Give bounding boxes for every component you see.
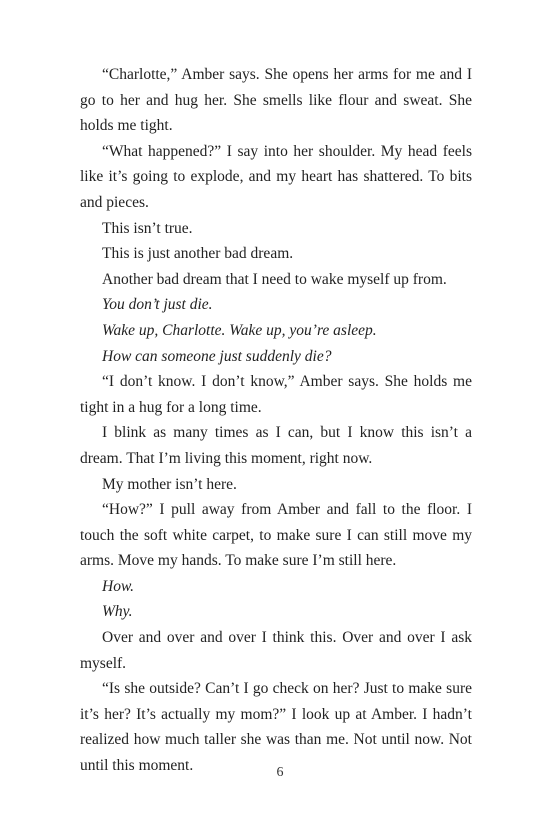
paragraph: This is just another bad dream.: [102, 245, 294, 263]
paragraph: “Is she outside? Can’t I go check on her? Just to make sure it’s her? It’s actually my mom?” I look up at Amber. I hadn’t realized how much taller she was than me. Not until now. Not until this moment.: [80, 680, 472, 775]
italic-paragraph: Why.: [102, 603, 133, 621]
paragraph: My mother isn’t here.: [102, 475, 237, 493]
page-number: 6: [276, 765, 284, 780]
italic-paragraph: Wake up, Charlotte. Wake up, you’re asleep.: [102, 321, 377, 339]
italic-paragraph: How.: [102, 577, 135, 595]
paragraph: Another bad dream that I need to wake myself up from.: [102, 270, 447, 288]
paragraph: I blink as many times as I can, but I know this isn’t a dream. That I’m living this moment, right now.: [80, 424, 472, 467]
paragraph: “I don’t know. I don’t know,” Amber says. She holds me tight in a hug for a long time.: [80, 373, 472, 416]
paragraph: This isn’t true.: [102, 219, 193, 237]
paragraph: “How?” I pull away from Amber and fall to the floor. I touch the soft white carpet, to make sure I can still move my arms. Move my hands. To make sure I’m still here.: [80, 501, 472, 570]
italic-paragraph: You don’t just die.: [102, 296, 213, 314]
page-body: [80, 62, 472, 779]
paragraph: “Charlotte,” Amber says. She opens her arms for me and I go to her and hug her. She smells like flour and sweat. She holds me tight.: [80, 66, 472, 135]
italic-paragraph: How can someone just suddenly die?: [102, 347, 332, 365]
paragraph: “What happened?” I say into her shoulder. My head feels like it’s going to explode, and my heart has shattered. To bits and pieces.: [80, 142, 472, 211]
paragraph: Over and over and over I think this. Over and over I ask myself.: [80, 629, 472, 672]
